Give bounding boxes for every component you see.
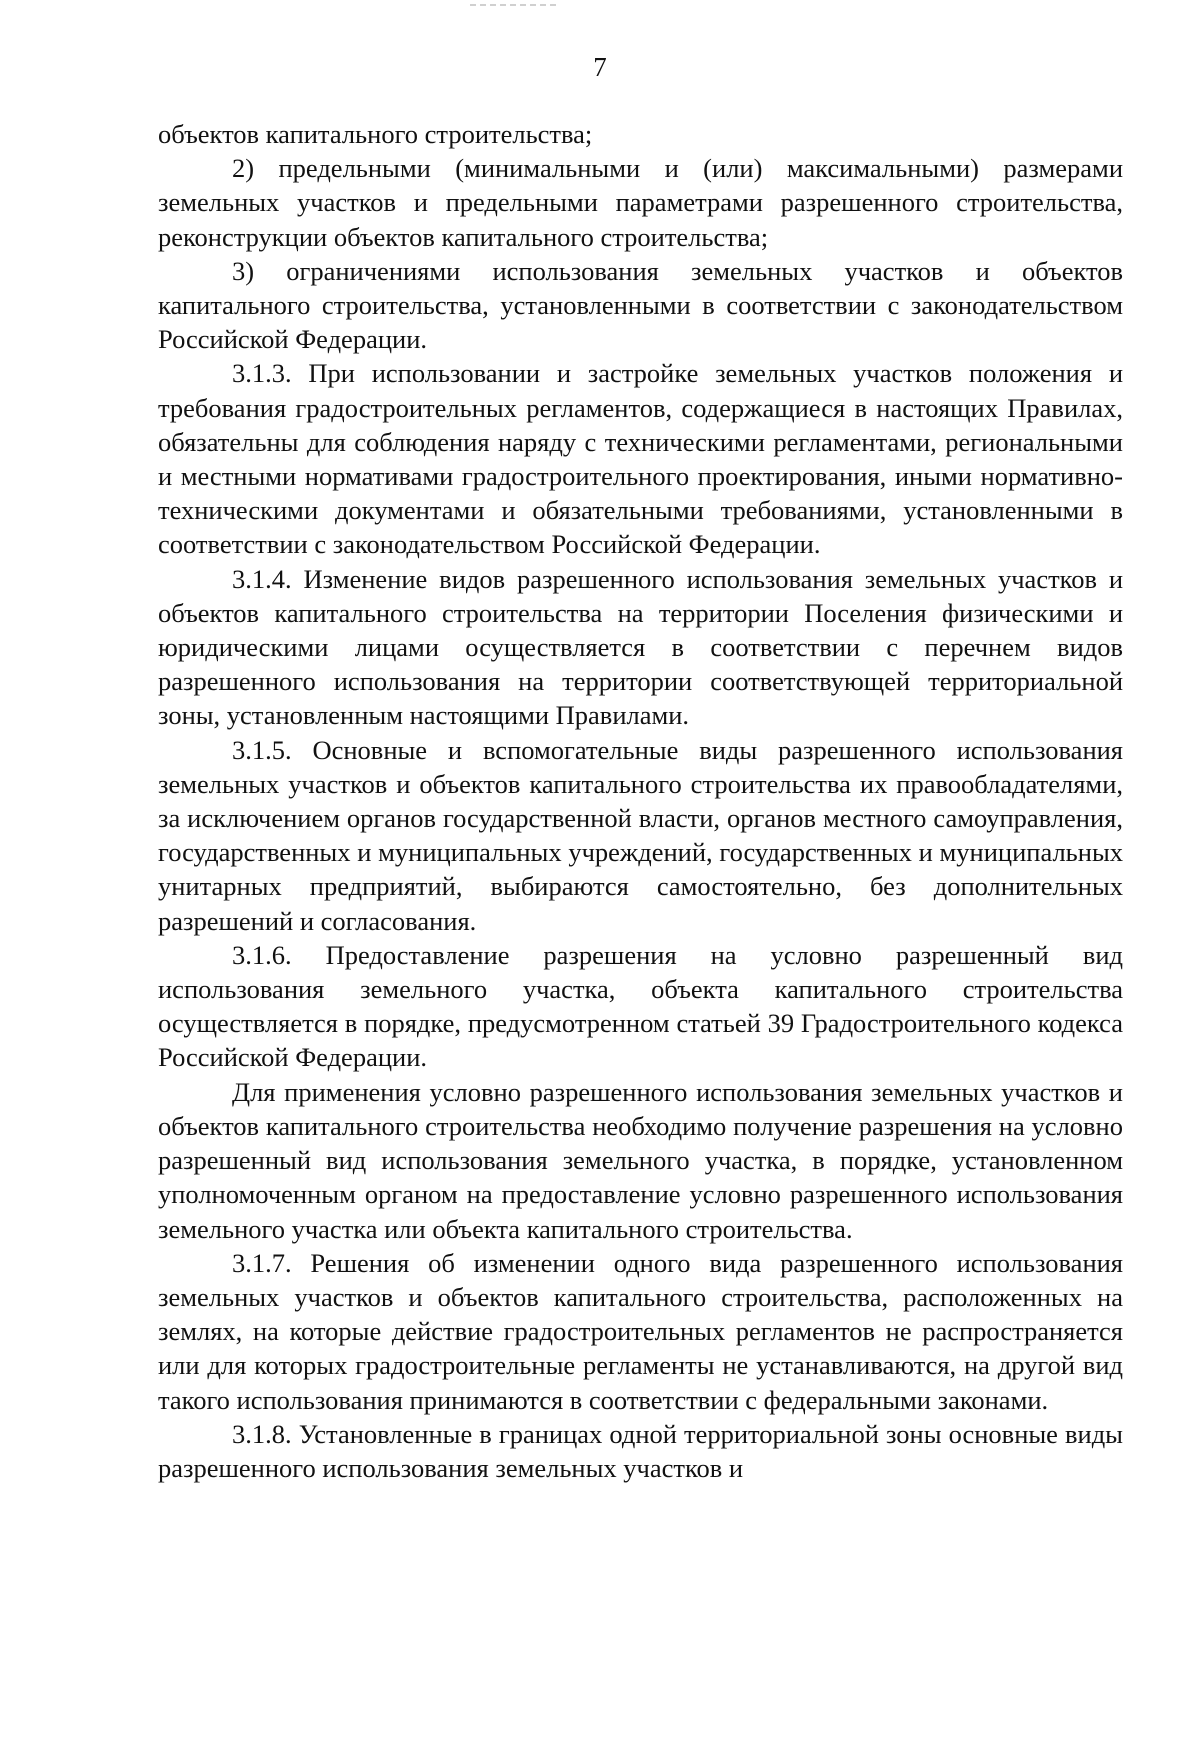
paragraph-item-2: 2) предельными (минимальными и (или) максимальными) размерами земельных участков и предельными параметрами разрешенного строительства, реконструкции объектов капитального строительства; <box>158 153 1123 252</box>
scan-artifact <box>470 4 560 6</box>
paragraph-conditional-use: Для применения условно разрешенного использования земельных участков и объектов капитального строительства необходимо получение разрешения на условно разрешенный вид использования земельного участка, в порядке, установленном уполномоченным органом на предоставление условно разрешенного использования земельного участка или объекта капитального строительства. <box>158 1076 1123 1244</box>
paragraph-3-1-7: 3.1.7. Решения об изменении одного вида разрешенного использования земельных участков и объектов капитального строительства, расположенных на землях, на которые действие градостроительных регламентов не распространяется или для которых градостроительные регламенты не устанавливаются, на другой вид такого использования принимаются в соответствии с федеральными законами. <box>158 1247 1123 1415</box>
paragraph-3-1-5: 3.1.5. Основные и вспомогательные виды разрешенного использования земельных участков и объектов капитального строительства их правообладателями, за исключением органов государственной власти, органов местного самоуправления, государственных и муниципальных учреждений, государственных и муниципальных унитарных предприятий, выбираются самостоятельно, без дополнительных разрешений и согласования. <box>158 734 1123 936</box>
paragraph-3-1-8: 3.1.8. Установленные в границах одной территориальной зоны основные виды разрешенного использования земельных участков и <box>158 1418 1123 1483</box>
paragraph-3-1-6: 3.1.6. Предоставление разрешения на условно разрешенный вид использования земельного участка, объекта капитального строительства осуществляется в порядке, предусмотренном статьей 39 Градостроительного кодекса Российской Федерации. <box>158 939 1123 1073</box>
paragraph-3-1-4: 3.1.4. Изменение видов разрешенного использования земельных участков и объектов капитального строительства на территории Поселения физическими и юридическими лицами осуществляется в соответствии с перечнем видов разрешенного использования на территории соответствующей территориальной зоны, установленным настоящими Правилами. <box>158 563 1123 731</box>
paragraph-continuation: объектов капитального строительства; <box>158 119 593 149</box>
page-number: 7 <box>593 52 607 82</box>
paragraph-item-3: 3) ограничениями использования земельных участков и объектов капитального строительства, установленными в соответствии с законодательством Российской Федерации. <box>158 255 1123 355</box>
document-body <box>158 117 1123 1485</box>
paragraph-3-1-3: 3.1.3. При использовании и застройке земельных участков положения и требования градостроительных регламентов, содержащиеся в настоящих Правилах, обязательны для соблюдения наряду с техническими регламентами, региональными и местными нормативами градостроительного проектирования, иными нормативно-техническими документами и обязательными требованиями, установленными в соответствии с законодательством Российской Федерации. <box>158 358 1123 560</box>
